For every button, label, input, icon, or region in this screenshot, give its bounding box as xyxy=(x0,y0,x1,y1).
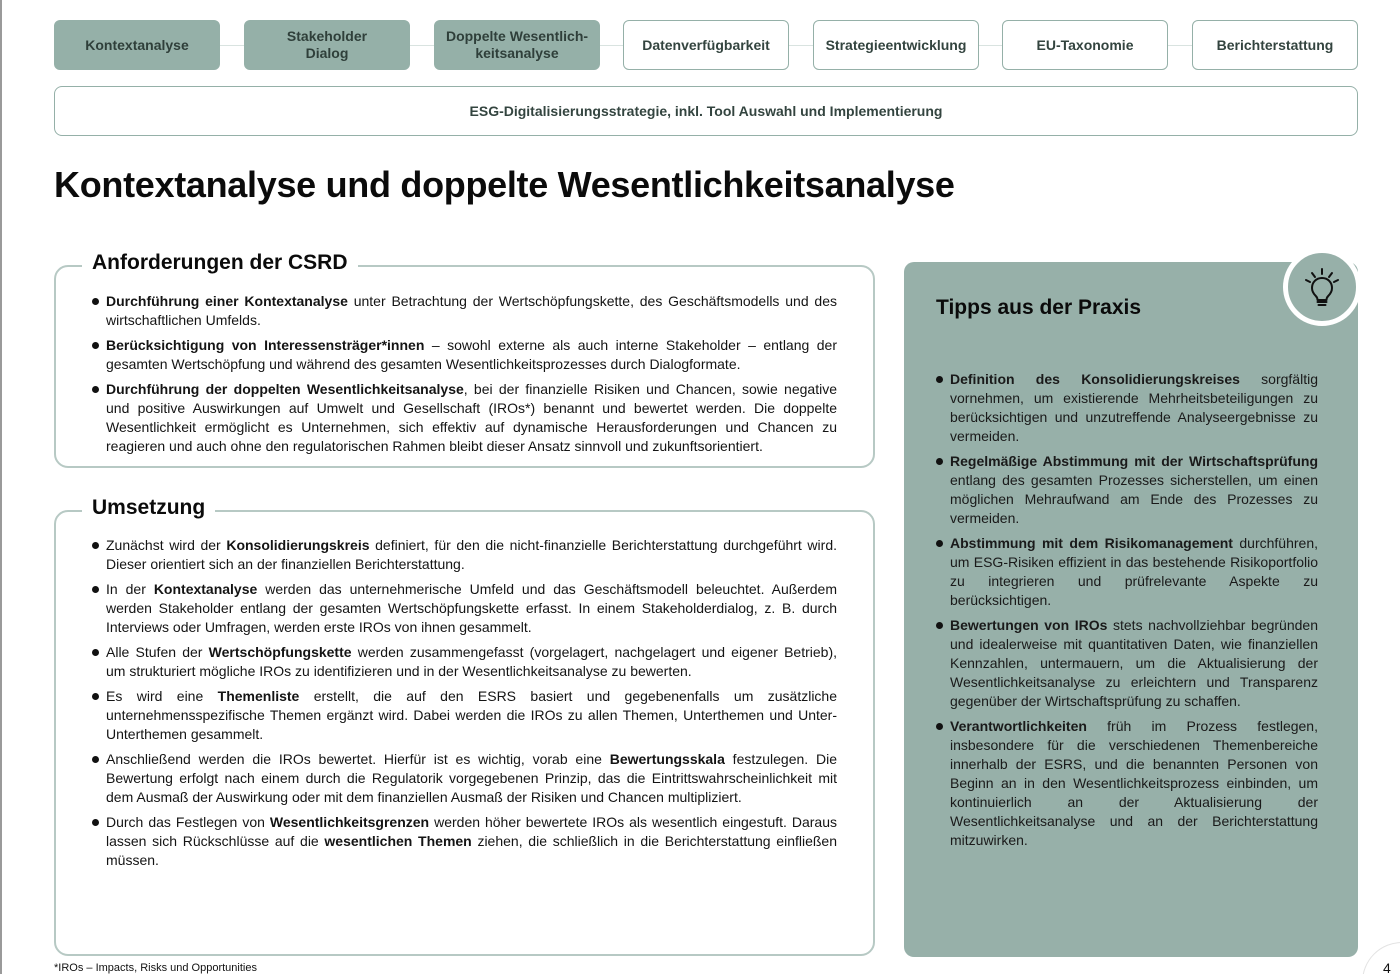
text: – sowohl externe als auch interne Stakeholder – entlang der gesamten Wertschöpfung und während des gesamten Wesentlichkeitsprozesses durch Dialogformate. xyxy=(106,337,838,372)
text: sorgfältig vornehmen, um existierende Mehrheitsbeteiligungen zu berücksichtigen und unzutreffende Analyseergebnisse zu vermeiden. xyxy=(950,371,1318,444)
text: erstellt, die auf den ESRS basiert und gegebenenfalls um zusätzliche unternehmensspezifische Themen ergänzt wird. Dabei werden die IROs zu allen Themen, Unterthemen und Unter-Unterthemen gesammelt. xyxy=(106,688,837,742)
list-item xyxy=(934,534,1318,610)
page-number-arc xyxy=(1362,942,1400,974)
step-kontextanalyse[interactable]: Kontextanalyse xyxy=(54,20,220,70)
step-datenverfuegbarkeit[interactable]: Datenverfügbarkeit xyxy=(623,20,789,70)
step-berichterstattung[interactable]: Berichterstattung xyxy=(1192,20,1358,70)
bold-text: Verantwortlichkeiten xyxy=(950,718,1087,734)
step-stakeholder-dialog[interactable]: Stakeholder Dialog xyxy=(244,20,410,70)
list-item xyxy=(90,643,837,681)
bold-text: Wesentlichkeitsgrenzen xyxy=(269,814,430,830)
text: früh im Prozess festlegen, insbesondere für die verschiedenen Themenbereiche innerhalb der ESRS, und die benannten Personen von Beginn an in den Wesentlichkeitsprozess einbinden, um kontinuierlich an der Aktualisierung der Wesentlichkeitsanalyse und an der Berichterstattung mitzuwirken. xyxy=(950,718,1318,848)
list-item xyxy=(934,370,1318,446)
text: werden höher bewertete IROs als wesentlich eingestuft. Daraus lassen sich Rückschlüsse auf die xyxy=(106,814,837,849)
csrd-requirements-section xyxy=(54,251,875,468)
text: In der xyxy=(106,581,154,597)
footnote: *IROs – Impacts, Risks und Opportunities xyxy=(54,962,257,974)
bold-text: wesentlichen Themen xyxy=(324,833,472,849)
list-item xyxy=(90,336,837,374)
csrd-bullet-list xyxy=(90,292,837,462)
process-steps xyxy=(54,20,1358,70)
bold-text: Konsolidierungskreis xyxy=(226,537,370,553)
text: Anschließend werden die IROs bewertet. Hierfür ist es wichtig, vorab eine xyxy=(106,751,610,767)
digitalization-strategy-bar[interactable]: ESG-Digitalisierungsstrategie, inkl. Tool Auswahl und Implementierung xyxy=(54,86,1358,136)
bold-text: Kontextanalyse xyxy=(153,581,258,597)
step-doppelte-wesentlichkeitsanalyse[interactable]: Doppelte Wesentlich- keitsanalyse xyxy=(434,20,600,70)
text: stets nachvollziehbar begründen und idealerweise mit quantitativen Daten, wie finanziellen Kennzahlen, untermauern, um die Aktualisierung der Wesentlichkeitsanalyse zu erleichtern und Transparenz gegenüber der Wirtschaftsprüfung zu schaffen. xyxy=(950,617,1318,709)
list-item xyxy=(90,536,837,574)
text: ziehen, die schließlich in die Berichterstattung einfließen müssen. xyxy=(106,833,837,868)
page-title: Kontextanalyse und doppelte Wesentlichkeitsanalyse xyxy=(54,164,955,205)
text: Es wird eine xyxy=(106,688,218,704)
text: werden zusammengefasst (vorgelagert, nachgelagert und eigener Betrieb), um strukturiert mögliche IROs zu identifizieren und in der Wesentlichkeitsanalyse zu bewerten. xyxy=(106,644,837,679)
text: entlang des gesamten Prozesses sicherstellen, um einen möglichen Mehraufwand am Ende des Prozesses zu vermeiden. xyxy=(950,472,1318,526)
bold-text: Bewertungen von IROs xyxy=(950,617,1108,633)
bold-text: Themenliste xyxy=(217,688,300,704)
list-item xyxy=(90,687,837,744)
text: unter Betrachtung der Wertschöpfungskette, des Geschäftsmodells und des wirtschaftlichen Umfelds. xyxy=(106,293,837,328)
bold-text: Wertschöpfungskette xyxy=(208,644,352,660)
bold-text: Abstimmung mit dem Risikomanagement xyxy=(950,535,1233,551)
list-item xyxy=(90,292,837,330)
tips-box xyxy=(904,262,1358,957)
list-item xyxy=(90,580,837,637)
section-title: Umsetzung xyxy=(82,496,215,520)
page-number: 4 xyxy=(1383,960,1391,974)
bold-text: Definition des Konsolidierungskreises xyxy=(950,371,1240,387)
text: Zunächst wird der xyxy=(106,537,227,553)
bold-text: Durchführung einer Kontextanalyse xyxy=(106,293,348,309)
text: festzulegen. Die Bewertung erfolgt nach einem durch die Regulatorik vorgegebenen Prinzip, das die Eintrittswahrscheinlichkeit mit dem Ausmaß der Auswirkung oder mit dem finanziellen Ausmaß der Risiken und Chancen multipliziert. xyxy=(106,751,837,805)
bold-text: Berücksichtigung von Interessensträger*innen xyxy=(106,337,425,353)
list-item xyxy=(90,380,837,456)
text: durchführen, um ESG-Risiken effizient in das bestehende Risikoportfolio zu integrieren und prüfrelevante Aspekte zu berücksichtigen. xyxy=(950,535,1318,608)
lightbulb-icon xyxy=(1300,265,1344,309)
bold-text: Regelmäßige Abstimmung mit der Wirtschaftsprüfung xyxy=(950,453,1318,469)
list-item xyxy=(90,750,837,807)
step-eu-taxonomie[interactable]: EU-Taxonomie xyxy=(1002,20,1168,70)
section-title: Anforderungen der CSRD xyxy=(82,251,358,275)
list-item xyxy=(934,452,1318,528)
tips-title: Tipps aus der Praxis xyxy=(936,296,1142,319)
list-item xyxy=(934,717,1318,850)
text: Alle Stufen der xyxy=(106,644,209,660)
bold-text: Bewertungsskala xyxy=(609,751,725,767)
step-strategieentwicklung[interactable]: Strategieentwicklung xyxy=(813,20,979,70)
text: werden das unternehmerische Umfeld und das Geschäftsmodell beleuchtet. Außerdem werden Stakeholder entlang der gesamten Wertschöpfungskette erfasst. In einem Stakeholderdialog, z. B. durch Interviews oder Umfragen, werden erste IROs von ihnen gesammelt. xyxy=(106,581,837,635)
bold-text: Durchführung der doppelten Wesentlichkeitsanalyse xyxy=(106,381,464,397)
umsetzung-section xyxy=(54,496,875,956)
tips-bullet-list xyxy=(934,370,1318,856)
list-item xyxy=(934,616,1318,711)
text: , bei der finanzielle Risiken und Chancen, sowie negative und positive Auswirkungen auf Umwelt und Gesellschaft (IROs*) benannt und bewertet werden. Die doppelte Wesentlichkeit ermöglicht es Unternehmen, sich effektiv auf dynamische Herausforderungen und Chancen zu reagieren und auch ohne den regulatorischen Rahmen bleibt dieser Ansatz sinnvoll und zukunftsorientiert. xyxy=(106,381,837,454)
text: Durch das Festlegen von xyxy=(106,814,270,830)
lightbulb-badge xyxy=(1283,248,1361,326)
umsetzung-bullet-list xyxy=(90,536,837,876)
text: definiert, für den die nicht-finanzielle Berichterstattung durchgeführt wird. Dieser orientiert sich an der finanziellen Berichterstattung. xyxy=(106,537,837,572)
list-item xyxy=(90,813,837,870)
